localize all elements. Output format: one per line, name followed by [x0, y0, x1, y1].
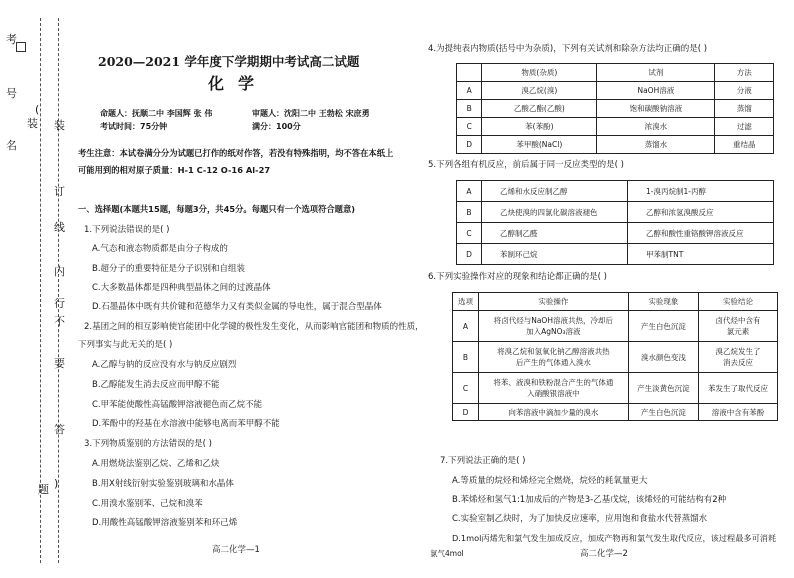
table-q6-header [453, 293, 778, 311]
q7-option-d-cont: 氯气4mol [430, 549, 464, 558]
margin-char: 线 [54, 221, 65, 234]
exam-title: 2020—2021 学年度下学期期中考试高二试题 [98, 54, 360, 69]
q1-option-c: C.大多数晶体都是四种典型晶体之间的过渡晶体 [92, 283, 271, 293]
table-cell: 乙炔使溴的四氯化碳溶液褪色 [482, 202, 628, 223]
table-cell: D [457, 244, 482, 265]
table-cell: 蒸馏 [715, 100, 774, 118]
table-cell: C [453, 373, 479, 404]
q3-option-a: A.用燃烧法鉴别乙烷、乙烯和乙炔 [92, 459, 220, 469]
margin-char: 行 [54, 297, 65, 310]
q7-option-b: B.苯烯烃和氢气1:1加成后的产物是3-乙基戊烷，该烯烃的可能结构有2种 [452, 495, 727, 505]
margin-char: 要 [54, 357, 65, 370]
table-cell: B [453, 342, 479, 373]
margin-char: 考 [6, 33, 17, 46]
table-cell: 产生淡黄色沉淀 [628, 373, 698, 404]
table-header-cell: 方法 [715, 64, 774, 82]
q3-option-b: B.用X射线衍射实验鉴别玻璃和水晶体 [92, 479, 234, 489]
page-footer-right: 高二化学—2 [580, 549, 628, 559]
table-row [453, 342, 778, 373]
table-cell: 将苯、液溴和铁粉混合产生的气体通 入硝酸银溶液中 [478, 373, 628, 404]
margin-char: ( [35, 103, 40, 116]
table-cell: D [457, 136, 482, 154]
table-q6 [452, 292, 778, 421]
margin-char: 装 [27, 117, 38, 130]
table-cell: A [457, 181, 482, 202]
table-header-cell: 试剂 [597, 64, 715, 82]
table-header-cell: 实验操作 [478, 293, 628, 311]
margin-char: 装 [54, 119, 65, 132]
table-cell: 产生白色沉淀 [628, 311, 698, 342]
table-row [457, 136, 774, 154]
table-cell: 溴乙烷(溴) [482, 82, 597, 100]
table-cell: 将卤代烃与NaOH溶液共热，冷却后 加入AgNO₃溶液 [478, 311, 628, 342]
table-row [457, 202, 774, 223]
q7-option-d: D.1mol丙烯先和氯气发生加成反应，加成产物再和氯气发生取代反应，该过程最多可消耗 [452, 533, 777, 543]
table-row [457, 82, 774, 100]
q1-option-b: B.超分子的重要特征是分子识别和自组装 [92, 264, 246, 274]
table-cell: 蒸馏水 [597, 136, 715, 154]
table-cell: 过滤 [715, 118, 774, 136]
question-6: 6.下列实验操作对应的现象和结论都正确的是( ) [428, 272, 607, 282]
question-4: 4.为提纯表内物质(括号中为杂质)，下列有关试剂和除杂方法均正确的是( ) [428, 44, 708, 54]
table-cell: 乙醇和浓氢溴酸反应 [628, 202, 774, 223]
corner-mark [16, 42, 26, 52]
q3-option-c: C.用溴水鉴别苯、己烷和溴苯 [92, 499, 203, 509]
table-cell: 饱和碳酸钠溶液 [597, 100, 715, 118]
question-1: 1.下列说法错误的是( ) [84, 225, 170, 235]
table-cell: 溶液中含有苯酚 [698, 404, 777, 421]
table-cell: B [457, 100, 482, 118]
exam-score: 满分：100分 [252, 122, 301, 131]
table-cell: 浓溴水 [597, 118, 715, 136]
table-cell: 乙烯和水反应制乙醇 [482, 181, 628, 202]
margin-char: 订 [54, 185, 65, 198]
table-row [457, 118, 774, 136]
table-header-cell: 物质(杂质) [482, 64, 597, 82]
question-7: 7.下列说法正确的是( ) [440, 456, 526, 466]
table-cell: D [453, 404, 479, 421]
q2-option-d: D.苯酚中的羟基在水溶液中能够电离而苯甲醇不能 [92, 419, 280, 429]
table-cell: 溴乙烷发生了 消去反应 [698, 342, 777, 373]
question-2: 2.基团之间的相互影响使官能团中化学键的极性发生变化，从而影响官能团和物质的性质， [84, 322, 424, 332]
q1-option-a: A.气态和液态物质都是由分子构成的 [92, 244, 228, 254]
q2-option-c: C.甲苯能使酸性高锰酸钾溶液褪色而乙烷不能 [92, 400, 263, 410]
table-q4-header [457, 64, 774, 82]
table-cell: 乙醇制乙醛 [482, 223, 628, 244]
table-cell: NaOH溶液 [597, 82, 715, 100]
authors-right: 审题人：沈阳二中 王勃松 宋庶勇 [252, 109, 370, 118]
table-cell: 乙醇和酸性重铬酸钾溶液反应 [628, 223, 774, 244]
table-header-cell [457, 64, 482, 82]
table-row [453, 311, 778, 342]
margin-char: 内 [54, 265, 65, 278]
table-header-cell: 实验现象 [628, 293, 698, 311]
table-row [453, 373, 778, 404]
table-row [457, 181, 774, 202]
question-3: 3.下列物质鉴别的方法错误的是( ) [84, 439, 212, 449]
table-cell: 甲苯制TNT [628, 244, 774, 265]
table-q4 [456, 63, 774, 154]
table-cell: 苯甲酸(NaCl) [482, 136, 597, 154]
page-footer-left: 高二化学—1 [212, 545, 260, 555]
q2-option-a: A.乙醇与钠的反应没有水与钠反应剧烈 [92, 360, 237, 370]
question-2-cont: 下列事实与此无关的是( ) [78, 340, 173, 350]
table-cell: A [457, 82, 482, 100]
table-header-cell: 选项 [453, 293, 479, 311]
q7-option-a: A.等质量的烷烃和烯烃完全燃烧，烷烃的耗氧量更大 [452, 476, 648, 486]
table-cell: A [453, 311, 479, 342]
table-row [457, 100, 774, 118]
table-row [457, 223, 774, 244]
section-heading: 一、选择题(本题共15题，每题3分，共45分。每题只有一个选项符合题意) [78, 204, 356, 214]
table-row [457, 244, 774, 265]
table-cell: C [457, 118, 482, 136]
q1-option-d: D.石墨晶体中既有共价键和范德华力又有类似金属的导电性，属于混合型晶体 [92, 302, 382, 312]
table-cell: 重结晶 [715, 136, 774, 154]
margin-char: 不 [54, 315, 65, 328]
q7-option-c: C.实验室制乙炔时，为了加快反应速率，应用饱和食盐水代替蒸馏水 [452, 514, 708, 524]
margin-char: ) [54, 477, 59, 490]
margin-char: 号 [6, 87, 17, 100]
table-header-cell: 实验结论 [698, 293, 777, 311]
table-cell: 溴水颜色变浅 [628, 342, 698, 373]
table-cell: 苯发生了取代反应 [698, 373, 777, 404]
table-cell: 乙酸乙酯(乙酸) [482, 100, 597, 118]
table-q5 [456, 180, 774, 265]
table-cell: 苯(苯酚) [482, 118, 597, 136]
margin-char: 答 [54, 423, 65, 436]
table-cell: 向苯溶液中滴加少量的溴水 [478, 404, 628, 421]
table-cell: B [457, 202, 482, 223]
table-cell: 产生白色沉淀 [628, 404, 698, 421]
notice-line-1: 考生注意：本试卷满分分为试题已打作的纸对作答，若没有特殊指明，均不答在本纸上 [78, 148, 394, 158]
table-cell: 1-溴丙烷制1-丙醇 [628, 181, 774, 202]
subject-title: 化学 [208, 74, 269, 93]
q2-option-b: B.乙醇能发生消去反应而甲醇不能 [92, 380, 220, 390]
table-cell: 苯制环己烷 [482, 244, 628, 265]
table-cell: 卤代烃中含有 氯元素 [698, 311, 777, 342]
margin-char: 题 [38, 483, 49, 496]
notice-line-2: 可能用到的相对原子质量：H-1 C-12 O-16 Al-27 [78, 165, 271, 175]
margin-char: 名 [6, 139, 17, 152]
table-cell: 将溴乙烷和氢氧化钠乙醇溶液共热 后产生的气体通入溴水 [478, 342, 628, 373]
q3-option-d: D.用酸性高锰酸钾溶液鉴别苯和环己烯 [92, 518, 238, 528]
authors-left: 命题人：抚顺二中 李国辉 张 伟 [100, 109, 213, 118]
table-row [453, 404, 778, 421]
table-cell: C [457, 223, 482, 244]
cut-line-outer [40, 18, 41, 563]
exam-time: 考试时间：75分钟 [100, 122, 168, 131]
question-5: 5.下列各组有机反应，前后属于同一反应类型的是( ) [428, 160, 624, 170]
table-cell: 分液 [715, 82, 774, 100]
binding-margin [0, 0, 65, 578]
